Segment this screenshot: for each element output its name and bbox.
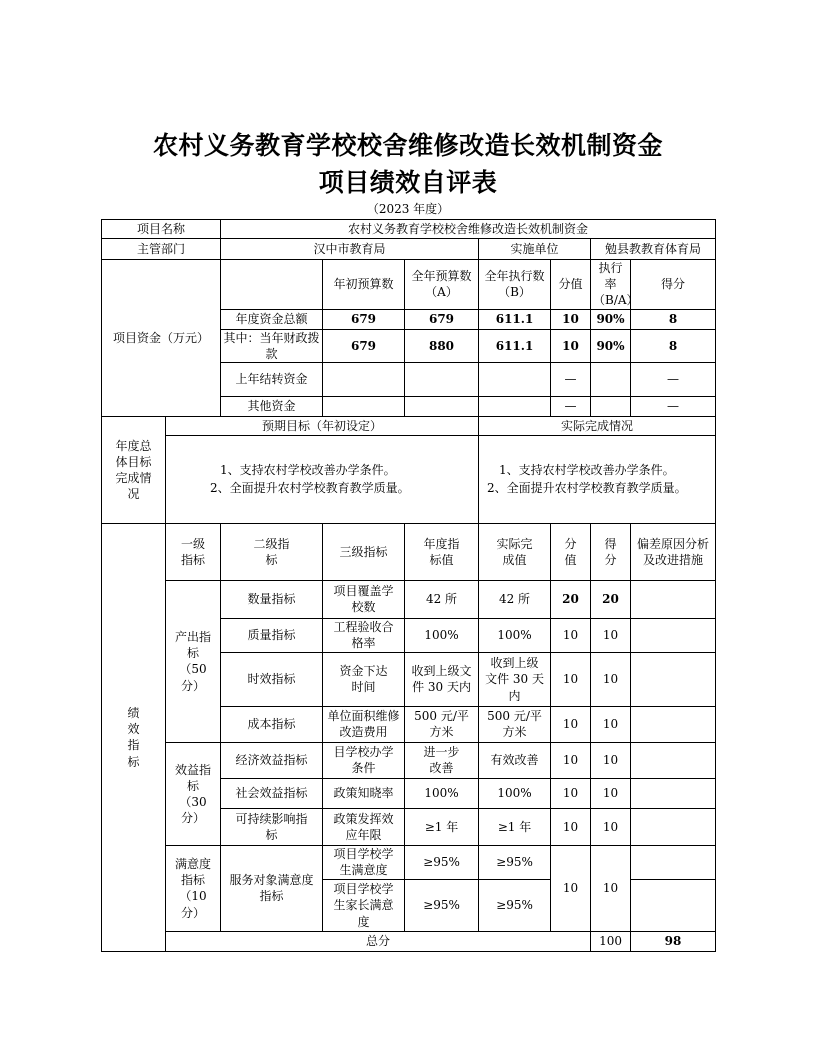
page-title: 农村义务教育学校校舍维修改造长效机制资金 <box>152 131 663 160</box>
perf-actual: 100% <box>479 778 551 808</box>
fund-budget-init: 679 <box>323 309 405 329</box>
output-indicator-label: 产出指标（50分） <box>166 580 221 742</box>
perf-actual: 42 所 <box>479 580 551 618</box>
perf-value: 10 <box>551 808 591 845</box>
perf-l2: 时效指标 <box>221 652 323 706</box>
goals-expected <box>166 435 479 523</box>
perf-l3: 项目覆盖学校数 <box>323 580 405 618</box>
perf-value: 10 <box>551 778 591 808</box>
fund-score: — <box>631 362 716 396</box>
page-subtitle: 项目绩效自评表 <box>318 168 498 197</box>
perf-reason <box>631 778 716 808</box>
perf-score: 10 <box>591 742 631 778</box>
perf-header-row <box>102 523 716 580</box>
perf-l3: 政策发挥效应年限 <box>323 808 405 845</box>
goals-content-row <box>102 435 716 523</box>
perf-header-l3: 三级指标 <box>323 523 405 580</box>
perf-target: ≥95% <box>405 879 479 931</box>
perf-target: ≥1 年 <box>405 808 479 845</box>
perf-actual: 有效改善 <box>479 742 551 778</box>
perf-l2: 服务对象满意度指标 <box>221 845 323 931</box>
goal-actual-line: 2、全面提升农村学校教育教学质量。 <box>487 481 687 496</box>
perf-header-score: 得分 <box>591 523 631 580</box>
funds-header-value: 分值 <box>551 260 591 310</box>
impl-label: 实施单位 <box>479 239 591 260</box>
fund-score-value: 10 <box>551 309 591 329</box>
perf-l3: 单位面积维修改造费用 <box>323 706 405 742</box>
satisfaction-indicator-label: 满意度指标（10分） <box>166 845 221 931</box>
funds-label: 项目资金（万元） <box>102 260 221 417</box>
project-name-value: 农村义务教育学校校舍维修改造长效机制资金 <box>221 220 716 239</box>
perf-l2: 质量指标 <box>221 618 323 652</box>
perf-l3: 项目学校学生满意度 <box>323 845 405 879</box>
funds-header-init: 年初预算数 <box>323 260 405 310</box>
fund-budget-year <box>405 362 479 396</box>
perf-target: 500 元/平方米 <box>405 706 479 742</box>
fund-exec: 611.1 <box>479 329 551 362</box>
perf-reason <box>631 742 716 778</box>
fund-score: 8 <box>631 329 716 362</box>
perf-header-l2: 二级指标 <box>221 523 323 580</box>
perf-reason <box>631 845 716 879</box>
fund-score-value: 10 <box>551 329 591 362</box>
perf-reason <box>631 879 716 931</box>
goals-actual-header: 实际完成情况 <box>479 416 716 435</box>
fund-name: 其他资金 <box>221 396 323 416</box>
fund-rate <box>591 396 631 416</box>
fund-rate: 90% <box>591 329 631 362</box>
perf-row <box>102 742 716 778</box>
fund-exec <box>479 396 551 416</box>
perf-score: 10 <box>591 778 631 808</box>
dept-label: 主管部门 <box>102 239 221 260</box>
perf-actual: 500 元/平方米 <box>479 706 551 742</box>
project-name-row <box>102 220 716 239</box>
perf-reason <box>631 618 716 652</box>
fund-exec <box>479 362 551 396</box>
fund-budget-init <box>323 362 405 396</box>
perf-header-l1: 一级指标 <box>166 523 221 580</box>
fund-rate <box>591 362 631 396</box>
fund-rate: 90% <box>591 309 631 329</box>
perf-l3: 资金下达时间 <box>323 652 405 706</box>
perf-reason <box>631 652 716 706</box>
perf-reason <box>631 706 716 742</box>
fund-exec: 611.1 <box>479 309 551 329</box>
total-value: 100 <box>591 931 631 951</box>
fund-score: 8 <box>631 309 716 329</box>
project-name-label: 项目名称 <box>102 220 221 239</box>
fund-name: 年度资金总额 <box>221 309 323 329</box>
perf-value: 10 <box>551 652 591 706</box>
perf-l2: 数量指标 <box>221 580 323 618</box>
fund-score: — <box>631 396 716 416</box>
perf-header-target: 年度指标值 <box>405 523 479 580</box>
perf-score: 10 <box>591 845 631 931</box>
perf-label: 绩效指标 <box>102 523 166 951</box>
perf-header-actual: 实际完成值 <box>479 523 551 580</box>
funds-header-score: 得分 <box>631 260 716 310</box>
perf-target: 收到上级文件 30 天内 <box>405 652 479 706</box>
perf-score: 20 <box>591 580 631 618</box>
perf-score: 10 <box>591 706 631 742</box>
perf-actual: 100% <box>479 618 551 652</box>
perf-score: 10 <box>591 652 631 706</box>
fund-budget-year <box>405 396 479 416</box>
perf-target: ≥95% <box>405 845 479 879</box>
total-score: 98 <box>631 931 716 951</box>
perf-actual: ≥1 年 <box>479 808 551 845</box>
perf-value: 10 <box>551 845 591 931</box>
perf-target: 100% <box>405 618 479 652</box>
fund-budget-init: 679 <box>323 329 405 362</box>
perf-l2: 社会效益指标 <box>221 778 323 808</box>
fund-score-value: — <box>551 396 591 416</box>
funds-header-exec: 全年执行数（B） <box>479 260 551 310</box>
goal-expected-line: 2、全面提升农村学校教育教学质量。 <box>210 481 410 496</box>
perf-l3: 政策知晓率 <box>323 778 405 808</box>
perf-target: 100% <box>405 778 479 808</box>
perf-row <box>102 580 716 618</box>
perf-actual: ≥95% <box>479 845 551 879</box>
perf-actual: ≥95% <box>479 879 551 931</box>
perf-value: 20 <box>551 580 591 618</box>
total-label: 总分 <box>166 931 591 951</box>
fund-budget-year: 880 <box>405 329 479 362</box>
funds-header-row <box>102 260 716 310</box>
perf-l3: 项目学校学生家长满意度 <box>323 879 405 931</box>
perf-score: 10 <box>591 808 631 845</box>
fund-name: 其中：当年财政拨款 <box>221 329 323 362</box>
perf-l3: 工程验收合格率 <box>323 618 405 652</box>
perf-reason <box>631 580 716 618</box>
perf-l2: 经济效益指标 <box>221 742 323 778</box>
funds-blank-header <box>221 260 323 310</box>
perf-value: 10 <box>551 742 591 778</box>
goal-expected-line: 1、支持农村学校改善办学条件。 <box>220 462 396 477</box>
fund-score-value: — <box>551 362 591 396</box>
dept-value: 汉中市教育局 <box>221 239 479 260</box>
perf-target: 42 所 <box>405 580 479 618</box>
goal-actual-line: 1、支持农村学校改善办学条件。 <box>499 462 675 477</box>
report-year: （2023 年度） <box>366 202 450 216</box>
funds-header-rate: 执行率（B/A） <box>591 260 631 310</box>
perf-l2: 成本指标 <box>221 706 323 742</box>
funds-header-year: 全年预算数（A） <box>405 260 479 310</box>
perf-value: 10 <box>551 706 591 742</box>
fund-name: 上年结转资金 <box>221 362 323 396</box>
perf-header-reason: 偏差原因分析及改进措施 <box>631 523 716 580</box>
perf-l2: 可持续影响指标 <box>221 808 323 845</box>
perf-l3: 目学校办学条件 <box>323 742 405 778</box>
perf-header-value: 分值 <box>551 523 591 580</box>
evaluation-table <box>101 219 716 952</box>
perf-value: 10 <box>551 618 591 652</box>
effect-indicator-label: 效益指标（30分） <box>166 742 221 845</box>
goals-header-row <box>102 416 716 435</box>
perf-score: 10 <box>591 618 631 652</box>
goals-actual <box>479 435 716 523</box>
total-row <box>102 931 716 951</box>
goals-expected-header: 预期目标（年初设定） <box>166 416 479 435</box>
perf-reason <box>631 808 716 845</box>
department-row <box>102 239 716 260</box>
fund-budget-year: 679 <box>405 309 479 329</box>
perf-target: 进一步改善 <box>405 742 479 778</box>
perf-row <box>102 845 716 879</box>
fund-budget-init <box>323 396 405 416</box>
perf-actual: 收到上级文件 30 天内 <box>479 652 551 706</box>
impl-value: 勉县教教育体育局 <box>591 239 716 260</box>
goals-label: 年度总体目标完成情况 <box>102 416 166 523</box>
